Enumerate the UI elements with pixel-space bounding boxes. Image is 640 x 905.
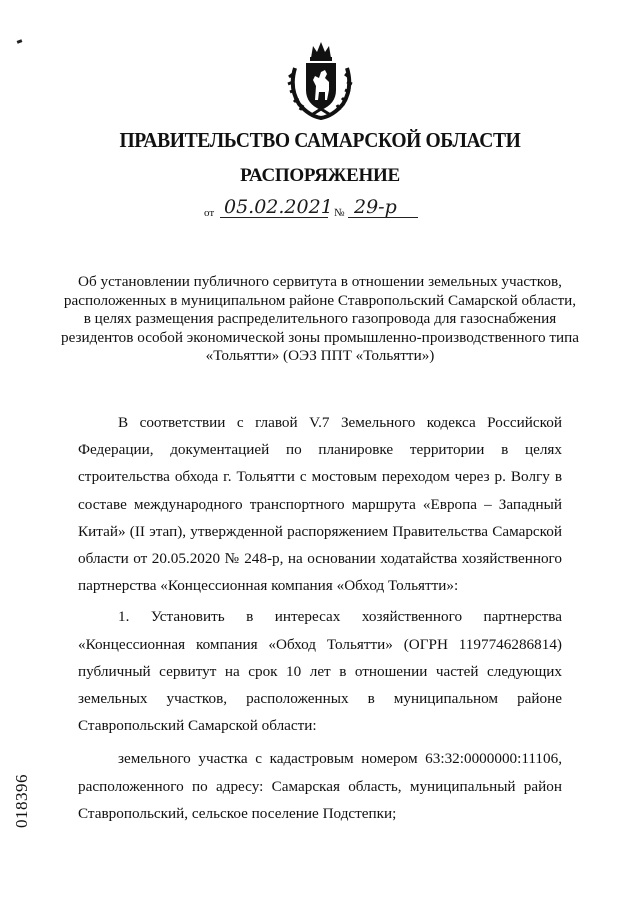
body-paragraph: земельного участка с кадастровым номером 63:32:0000000:11106, расположенного по адресу: Самарская область, муниципальный район Ставропольский, сельское поселение Подстепки; [78, 750, 562, 822]
document-subject: Об установлении публичного сервитута в отношении земельных участков, расположенных в муниципальном районе Ставропольский Самарской области, в целях размещения распределительного газопровода для газоснабжения резидентов особой экономической зоны промышленно-производственного типа «Тольятти» (ОЭЗ ППТ «Тольятти») [60, 273, 580, 365]
date-value: 05.02.2021 [224, 196, 333, 218]
side-serial-number: 018396 [12, 774, 31, 828]
date-number-line [204, 196, 444, 224]
government-title: ПРАВИТЕЛЬСТВО САМАРСКОЙ ОБЛАСТИ [119, 128, 521, 152]
document-type: РАСПОРЯЖЕНИЕ [240, 165, 400, 186]
number-prefix: № [334, 207, 345, 219]
samara-coat-of-arms-icon [285, 38, 357, 120]
document-body [78, 409, 562, 831]
body-paragraph: В соответствии с главой V.7 Земельного кодекса Российской Федерации, документацией по планировке территории в целях строительства обхода г. Тольятти с мостовым переходом через р. Волгу в составе международного транспортного маршрута «Европа – Западный Китай» (II этап), утвержденной распоряжением Правительства Самарской области от 20.05.2020 № 248-р, на основании ходатайства хозяйственного партнерства «Концессионная компания «Обход Тольятти»: [78, 414, 562, 595]
scan-mark [17, 39, 23, 44]
date-prefix: от [204, 207, 215, 219]
number-value: 29-р [354, 196, 397, 218]
body-paragraph: 1. Установить в интересах хозяйственного партнерства «Концессионная компания «Обход Тольятти» (ОГРН 1197746286814) публичный сервитут на срок 10 лет в отношении частей следующих земельных участков, расположенных в муниципальном районе Ставропольский Самарской области: [78, 608, 562, 735]
